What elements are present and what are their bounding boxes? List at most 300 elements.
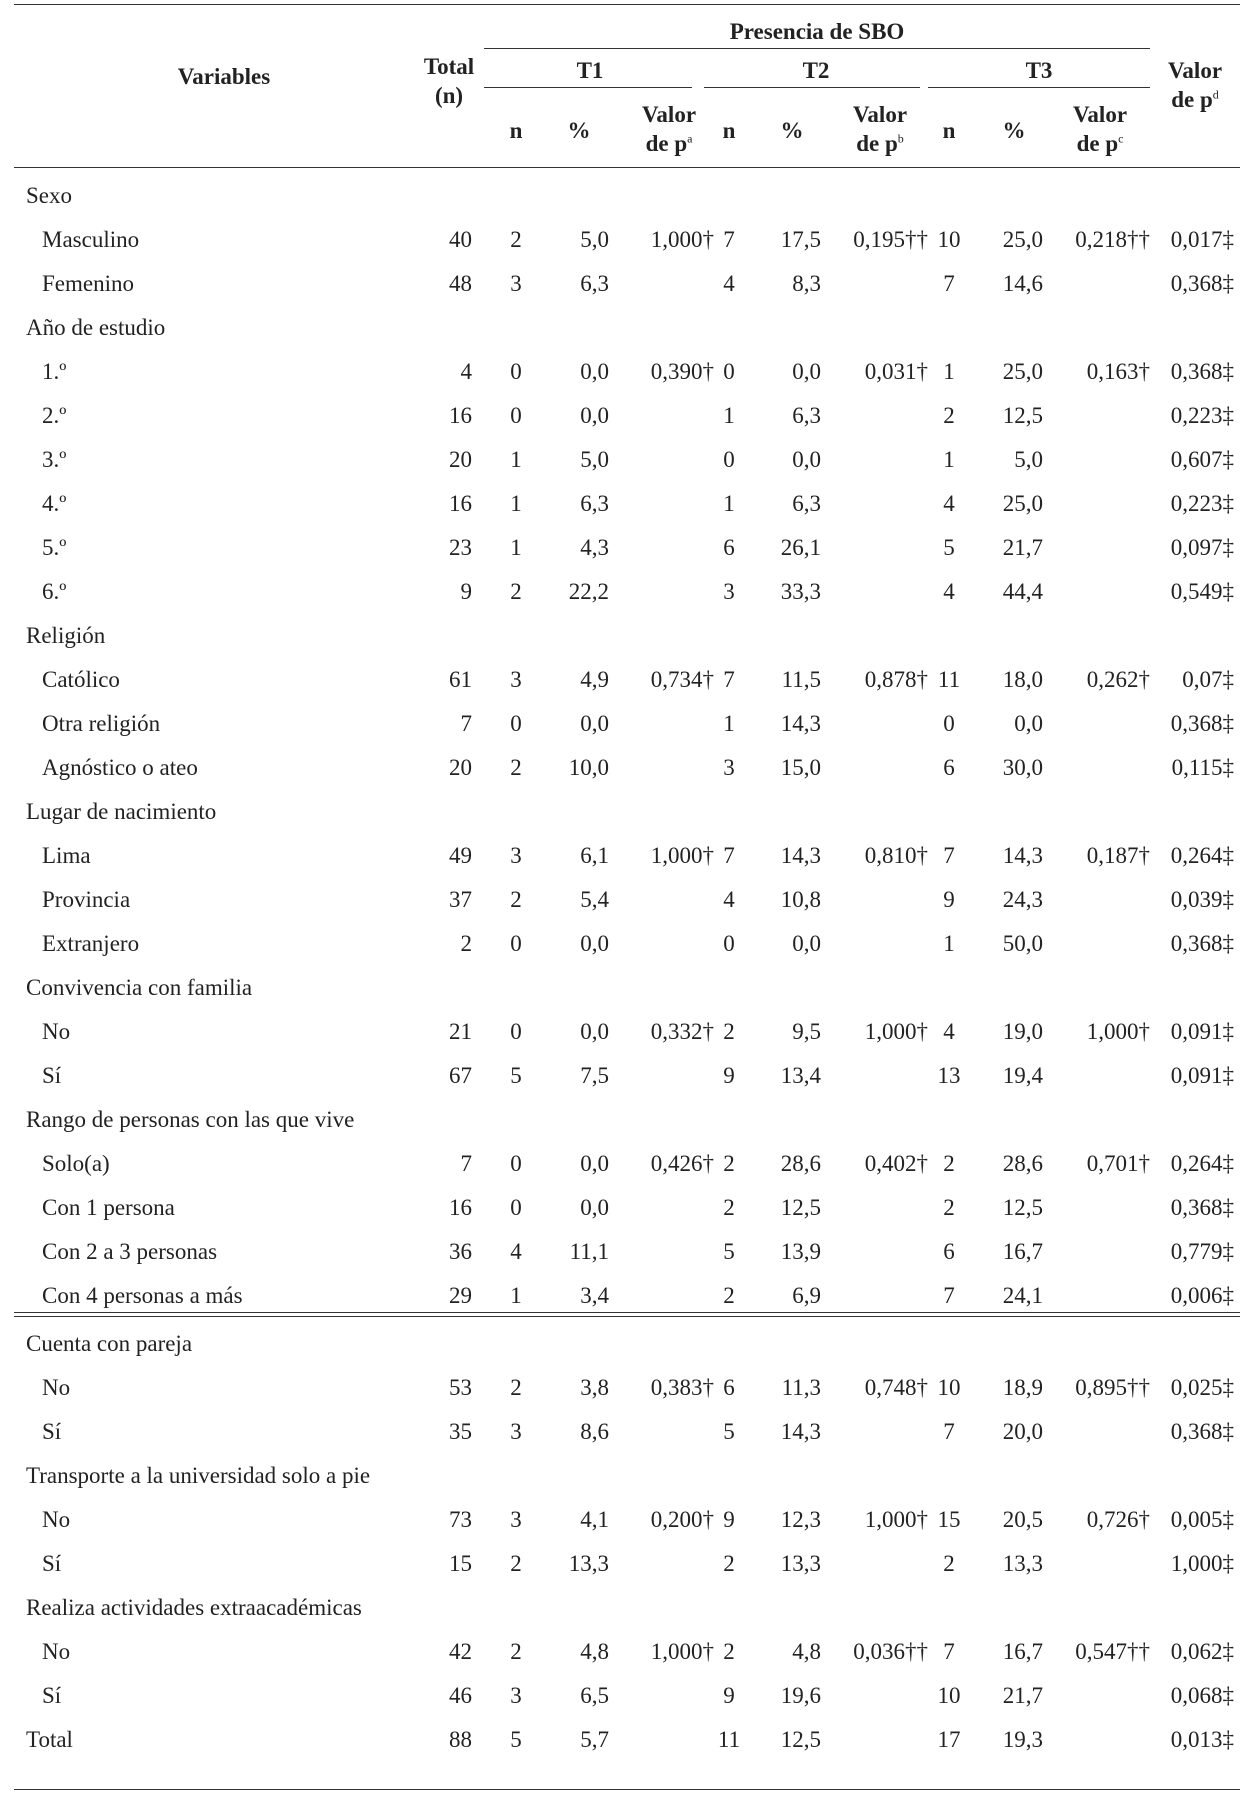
header-presencia-sbo: Presencia de SBO [729,19,905,44]
t2-n-cell: 9 [723,1507,735,1532]
t2-n-cell: 2 [723,1639,735,1664]
total-cell: 16 [449,491,472,516]
section-label: Convivencia con familia [26,975,253,1000]
valor-pd-cell: 0,017‡ [1170,227,1234,252]
t3-valor-cell: 1,000† [1086,1019,1150,1044]
t1-n-cell: 0 [510,1195,522,1220]
total-cell: 2 [460,931,472,956]
t1-n-cell: 0 [510,359,522,384]
row-label: Otra religión [42,711,161,736]
section-row [14,174,1240,218]
t1-pct-cell: 6,3 [580,491,609,516]
row-label: Con 4 personas a más [42,1283,243,1308]
total-cell: 61 [449,667,472,692]
valor-pd-cell: 0,368‡ [1170,359,1234,384]
table-row [14,438,1240,482]
t1-n-cell: 2 [510,579,522,604]
valor-pd-cell: 0,549‡ [1170,579,1234,604]
t1-pct-cell: 4,9 [580,667,609,692]
table-row [14,1674,1240,1718]
t1-n-cell: 1 [510,535,522,560]
t2-pct-cell: 14,3 [780,1419,821,1444]
total-cell: 4 [460,359,472,384]
t2-pct-cell: 12,5 [780,1727,821,1752]
t1-pct-cell: 6,3 [580,271,609,296]
row-label: Masculino [42,227,140,252]
section-label: Cuenta con pareja [26,1331,193,1356]
t3-pct-cell: 20,5 [1002,1507,1043,1532]
t1-pct-cell: 0,0 [580,1195,609,1220]
t1-pct-cell: 3,4 [580,1283,609,1308]
table-row [14,1630,1240,1674]
t3-n-cell: 7 [943,1419,955,1444]
total-cell: 53 [449,1375,472,1400]
total-row [14,1718,1240,1762]
t2-pct-cell: 11,5 [781,667,821,692]
t3-pct-cell: 5,0 [1014,447,1043,472]
valor-pd-cell: 0,368‡ [1170,271,1234,296]
t3-n-cell: 17 [937,1727,961,1752]
t3-n-cell: 0 [943,711,955,736]
t3-pct-cell: 13,3 [1002,1551,1043,1576]
header-t1: T1 [576,58,604,83]
t1-valor-cell: 1,000† [650,843,714,868]
t3-n-cell: 7 [943,271,955,296]
t3-pct-cell: 16,7 [1002,1639,1043,1664]
total-cell: 9 [460,579,472,604]
header-t1-rule [484,87,692,88]
t2-n-cell: 9 [723,1683,735,1708]
table-row [14,526,1240,570]
t3-pct-cell: 14,3 [1002,843,1043,868]
valor-pd-cell: 0,368‡ [1170,1195,1234,1220]
total-cell: 73 [449,1507,472,1532]
total-cell: 35 [449,1419,472,1444]
t2-n-cell: 1 [723,491,735,516]
t1-n-cell: 3 [510,667,522,692]
section-label: Sexo [26,183,72,208]
row-label: 4.º [42,491,67,516]
top-rule [14,4,1240,5]
header-t3: T3 [1025,58,1053,83]
t2-n-cell: 9 [723,1063,735,1088]
header-variables: Variables [177,64,271,89]
header-t2: T2 [802,58,830,83]
t3-n-cell: 10 [937,1683,961,1708]
table-row [14,1010,1240,1054]
t3-n-cell: 4 [943,1019,955,1044]
header-t3-n: n [942,118,956,143]
t3-n-cell: 2 [943,1195,955,1220]
t2-n-cell: 1 [723,711,735,736]
row-label: Católico [42,667,120,692]
t2-valor-cell: 1,000† [864,1507,928,1532]
header-t3-rule [928,87,1150,88]
t3-pct-cell: 21,7 [1002,535,1043,560]
t2-valor-cell: 0,878† [864,667,928,692]
t3-n-cell: 2 [943,1151,955,1176]
valor-pd-cell: 0,368‡ [1170,1419,1234,1444]
t3-pct-cell: 44,4 [1002,579,1043,604]
double-rule-bottom [14,1316,1240,1317]
t3-n-cell: 4 [943,579,955,604]
t3-pct-cell: 19,4 [1002,1063,1043,1088]
table-row [14,1054,1240,1098]
t2-n-cell: 6 [723,1375,735,1400]
t1-pct-cell: 0,0 [580,931,609,956]
total-cell: 36 [449,1239,472,1264]
total-cell: 7 [460,711,472,736]
t3-n-cell: 13 [937,1063,961,1088]
t1-n-cell: 2 [510,887,522,912]
total-cell: 37 [449,887,472,912]
total-cell: 42 [449,1639,472,1664]
t2-n-cell: 7 [723,843,735,868]
section-row [14,1454,1240,1498]
row-label: 6.º [42,579,67,604]
t2-n-cell: 3 [723,579,735,604]
t2-n-cell: 7 [723,227,735,252]
t2-n-cell: 2 [723,1551,735,1576]
t2-pct-cell: 14,3 [780,843,821,868]
t2-pct-cell: 13,9 [780,1239,821,1264]
t3-pct-cell: 20,0 [1002,1419,1043,1444]
t1-pct-cell: 10,0 [568,755,609,780]
t1-n-cell: 2 [510,1375,522,1400]
t3-pct-cell: 28,6 [1002,1151,1043,1176]
t1-valor-cell: 0,426† [650,1151,714,1176]
valor-pd-cell: 0,115‡ [1171,755,1234,780]
row-label: Provincia [42,887,131,912]
t3-n-cell: 1 [943,931,955,956]
t3-pct-cell: 12,5 [1002,1195,1043,1220]
header-valor-pd: Valor de $p^d$ [1167,58,1223,112]
t2-n-cell: 2 [723,1019,735,1044]
t1-pct-cell: 0,0 [580,1151,609,1176]
valor-pd-cell: 0,025‡ [1170,1375,1234,1400]
t1-pct-cell: 5,7 [580,1727,609,1752]
t3-pct-cell: 24,1 [1002,1283,1043,1308]
t2-valor-cell: 0,031† [864,359,928,384]
t2-pct-cell: 12,3 [780,1507,821,1532]
t1-pct-cell: 3,8 [580,1375,609,1400]
valor-pd-cell: 0,006‡ [1170,1283,1234,1308]
t3-valor-cell: 0,726† [1086,1507,1150,1532]
row-label: Extranjero [42,931,140,956]
total-cell: 23 [449,535,472,560]
valor-pd-cell: 0,223‡ [1170,403,1234,428]
total-cell: 16 [449,403,472,428]
t3-n-cell: 2 [943,403,955,428]
t1-valor-cell: 0,200† [650,1507,714,1532]
t1-pct-cell: 0,0 [580,359,609,384]
t1-valor-cell: 1,000† [650,227,714,252]
t1-pct-cell: 7,5 [580,1063,609,1088]
t3-pct-cell: 12,5 [1002,403,1043,428]
t3-n-cell: 7 [943,843,955,868]
t2-n-cell: 4 [723,271,735,296]
total-cell: 16 [449,1195,472,1220]
header-t1-pct: % [567,118,591,143]
t1-n-cell: 0 [510,711,522,736]
row-label: Agnóstico o ateo [42,755,198,780]
t2-pct-cell: 10,8 [780,887,821,912]
t2-valor-cell: 0,402† [864,1151,928,1176]
t2-pct-cell: 11,3 [781,1375,821,1400]
table-row [14,1186,1240,1230]
t2-valor-cell: 1,000† [864,1019,928,1044]
t2-n-cell: 2 [723,1195,735,1220]
total-cell: 20 [449,755,472,780]
row-label: Con 1 persona [42,1195,175,1220]
t1-pct-cell: 11,1 [569,1239,609,1264]
total-cell: 40 [449,227,472,252]
t2-pct-cell: 4,8 [792,1639,821,1664]
total-cell: 29 [449,1283,472,1308]
t1-n-cell: 3 [510,1507,522,1532]
t3-n-cell: 10 [937,227,961,252]
valor-pd-cell: 0,091‡ [1170,1063,1234,1088]
header-t2-rule [704,87,920,88]
t1-valor-cell: 0,383† [650,1375,714,1400]
t3-n-cell: 4 [943,491,955,516]
t1-valor-cell: 0,390† [650,359,714,384]
t3-valor-cell: 0,895†† [1075,1375,1150,1400]
valor-pd-cell: 0,368‡ [1170,711,1234,736]
total-cell: 88 [449,1727,472,1752]
table-row [14,702,1240,746]
table-row [14,262,1240,306]
section-label: Lugar de nacimiento [26,799,217,824]
table-row [14,834,1240,878]
row-label: No [42,1507,71,1532]
t2-valor-cell: 0,195†† [853,227,928,252]
valor-pd-cell: 0,264‡ [1170,1151,1234,1176]
t1-n-cell: 0 [510,1151,522,1176]
t1-n-cell: 5 [510,1063,522,1088]
t1-pct-cell: 4,3 [580,535,609,560]
t2-pct-cell: 19,6 [780,1683,821,1708]
t3-pct-cell: 19,3 [1002,1727,1043,1752]
section-row [14,1322,1240,1366]
t2-pct-cell: 33,3 [780,579,821,604]
section-label: Transporte a la universidad solo a pie [26,1463,371,1488]
t2-pct-cell: 0,0 [792,447,821,472]
t3-valor-cell: 0,701† [1086,1151,1150,1176]
row-label: Sí [42,1683,62,1708]
valor-pd-cell: 0,264‡ [1170,843,1234,868]
total-cell: 48 [449,271,472,296]
t3-n-cell: 15 [937,1507,961,1532]
valor-pd-cell: 0,013‡ [1170,1727,1234,1752]
row-label: Solo(a) [42,1151,110,1176]
t3-n-cell: 5 [943,535,955,560]
table-row [14,878,1240,922]
t2-n-cell: 11 [717,1727,741,1752]
t1-pct-cell: 22,2 [568,579,609,604]
t1-n-cell: 0 [510,403,522,428]
header-t1-n: n [509,118,523,143]
row-label: Sí [42,1551,62,1576]
t3-valor-cell: 0,262† [1086,667,1150,692]
table-row [14,658,1240,702]
t2-pct-cell: 28,6 [780,1151,821,1176]
valor-pd-cell: 0,223‡ [1170,491,1234,516]
header-t2-pct: % [780,118,804,143]
t1-n-cell: 3 [510,1419,522,1444]
t2-pct-cell: 13,4 [780,1063,821,1088]
valor-pd-cell: 0,039‡ [1170,887,1234,912]
valor-pd-cell: 0,368‡ [1170,931,1234,956]
t2-n-cell: 6 [723,535,735,560]
valor-pd-cell: 0,779‡ [1170,1239,1234,1264]
t3-pct-cell: 50,0 [1002,931,1043,956]
t1-n-cell: 2 [510,1639,522,1664]
t1-n-cell: 3 [510,271,522,296]
t1-pct-cell: 8,6 [580,1419,609,1444]
table-row [14,746,1240,790]
t3-pct-cell: 14,6 [1002,271,1043,296]
t1-n-cell: 2 [510,1551,522,1576]
t2-n-cell: 3 [723,755,735,780]
t1-n-cell: 3 [510,843,522,868]
t2-n-cell: 5 [723,1239,735,1264]
t2-n-cell: 5 [723,1419,735,1444]
row-label: 5.º [42,535,67,560]
t3-pct-cell: 19,0 [1002,1019,1043,1044]
t1-n-cell: 4 [510,1239,522,1264]
t2-pct-cell: 9,5 [792,1019,821,1044]
t2-pct-cell: 6,3 [792,491,821,516]
table-row [14,350,1240,394]
t1-pct-cell: 5,4 [580,887,609,912]
section-row [14,966,1240,1010]
section-row [14,306,1240,350]
t3-pct-cell: 25,0 [1002,227,1043,252]
section-row [14,1098,1240,1142]
t2-n-cell: 0 [723,359,735,384]
section-row [14,614,1240,658]
t2-pct-cell: 14,3 [780,711,821,736]
valor-pd-cell: 1,000‡ [1170,1551,1234,1576]
t2-valor-cell: 0,036†† [853,1639,928,1664]
t3-pct-cell: 16,7 [1002,1239,1043,1264]
t3-n-cell: 1 [943,359,955,384]
total-cell: 7 [460,1151,472,1176]
t2-pct-cell: 6,3 [792,403,821,428]
t2-pct-cell: 12,5 [780,1195,821,1220]
valor-pd-cell: 0,005‡ [1170,1507,1234,1532]
t2-pct-cell: 13,3 [780,1551,821,1576]
t1-valor-cell: 1,000† [650,1639,714,1664]
t3-pct-cell: 21,7 [1002,1683,1043,1708]
section-label: Realiza actividades extraacadémicas [26,1595,362,1620]
t1-pct-cell: 6,1 [580,843,609,868]
valor-pd-cell: 0,607‡ [1170,447,1234,472]
total-cell: 15 [449,1551,472,1576]
row-label: Sí [42,1419,62,1444]
total-cell: 46 [449,1683,472,1708]
table-row [14,1366,1240,1410]
t1-n-cell: 1 [510,1283,522,1308]
row-label: Con 2 a 3 personas [42,1239,218,1264]
t1-pct-cell: 13,3 [568,1551,609,1576]
table-row [14,570,1240,614]
valor-pd-cell: 0,097‡ [1170,535,1234,560]
t2-pct-cell: 26,1 [780,535,821,560]
t1-valor-cell: 0,734† [650,667,714,692]
t3-n-cell: 9 [943,887,955,912]
t2-pct-cell: 0,0 [792,931,821,956]
t3-pct-cell: 25,0 [1002,359,1043,384]
table-row [14,1230,1240,1274]
t1-n-cell: 0 [510,931,522,956]
t3-valor-cell: 0,187† [1086,843,1150,868]
valor-pd-cell: 0,062‡ [1170,1639,1234,1664]
header-t2-n: n [722,118,736,143]
header-t2-valor: Valor de $p^b$ [852,102,908,156]
double-rule-top [14,1312,1240,1313]
table-row [14,1542,1240,1586]
row-label: 1.º [42,359,67,384]
total-cell: 20 [449,447,472,472]
t2-n-cell: 2 [723,1151,735,1176]
t1-pct-cell: 4,1 [580,1507,609,1532]
t2-n-cell: 7 [723,667,735,692]
t2-n-cell: 1 [723,403,735,428]
row-label: Sí [42,1063,62,1088]
t1-n-cell: 3 [510,1683,522,1708]
row-label: 3.º [42,447,67,472]
t1-pct-cell: 5,0 [580,227,609,252]
total-cell: 21 [449,1019,472,1044]
t2-n-cell: 2 [723,1283,735,1308]
t2-valor-cell: 0,748† [864,1375,928,1400]
table-row [14,1410,1240,1454]
header-t3-valor: Valor de $p^c$ [1072,102,1128,156]
t1-pct-cell: 6,5 [580,1683,609,1708]
t3-pct-cell: 30,0 [1002,755,1043,780]
t2-n-cell: 0 [723,931,735,956]
table-row [14,218,1240,262]
t3-pct-cell: 18,0 [1002,667,1043,692]
total-cell: 49 [449,843,472,868]
t3-n-cell: 7 [943,1283,955,1308]
t2-pct-cell: 8,3 [792,271,821,296]
t3-pct-cell: 18,9 [1002,1375,1043,1400]
section-label: Religión [26,623,106,648]
section-label: Rango de personas con las que vive [26,1107,355,1132]
t1-n-cell: 2 [510,227,522,252]
t1-pct-cell: 0,0 [580,403,609,428]
table-row [14,482,1240,526]
row-label: Femenino [42,271,134,296]
t3-n-cell: 11 [937,667,961,692]
t3-pct-cell: 24,3 [1002,887,1043,912]
section-row [14,1586,1240,1630]
t3-pct-cell: 0,0 [1014,711,1043,736]
row-label: No [42,1375,71,1400]
t3-n-cell: 7 [943,1639,955,1664]
valor-pd-cell: 0,07‡ [1182,667,1234,692]
section-label: Año de estudio [26,315,166,340]
header-t3-pct: % [1002,118,1026,143]
row-label: Lima [42,843,91,868]
t1-pct-cell: 4,8 [580,1639,609,1664]
t1-n-cell: 1 [510,491,522,516]
t3-pct-cell: 25,0 [1002,491,1043,516]
t2-valor-cell: 0,810† [864,843,928,868]
